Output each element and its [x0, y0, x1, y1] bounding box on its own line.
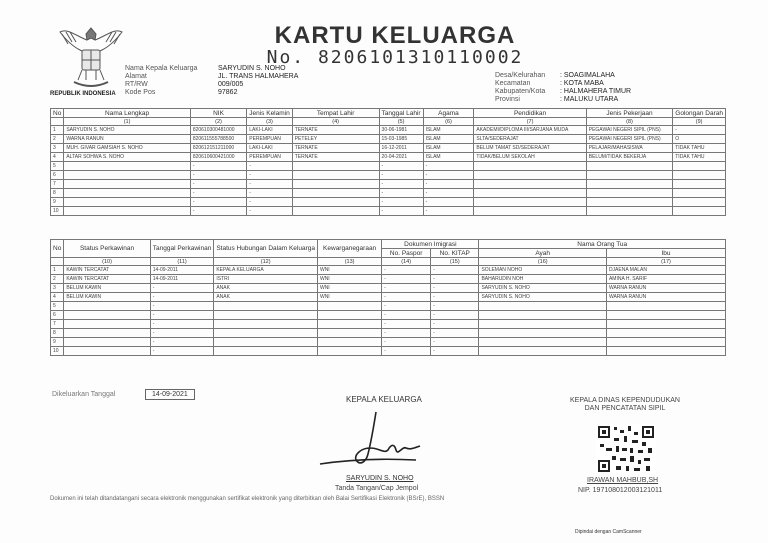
status-cell: - — [150, 329, 214, 338]
status-cell: BELUM KAWIN — [64, 293, 150, 302]
status-cell: WNI — [317, 266, 381, 275]
members-header-cell: Pendidikan — [474, 109, 586, 118]
member-cell: PEGAWAI NEGERI SIPIL (PNS) — [586, 126, 673, 135]
member-cell: TERNATE — [292, 144, 379, 153]
status-cell: - — [382, 293, 431, 302]
header-no: No — [51, 240, 64, 258]
status-cell: - — [382, 284, 431, 293]
member-cell: - — [673, 126, 726, 135]
members-col-number: (4) — [292, 118, 379, 126]
member-cell — [64, 162, 191, 171]
member-cell: PEGAWAI NEGERI SIPIL (PNS) — [586, 135, 673, 144]
member-cell: - — [247, 162, 292, 171]
header-status-perkawinan: Status Perkawinan — [64, 240, 150, 258]
member-cell: LAKI-LAKI — [247, 144, 292, 153]
status-col-number: (12) — [214, 258, 318, 266]
members-header-cell: Golongan Darah — [673, 109, 726, 118]
member-cell: TIDAK TAHU — [673, 153, 726, 162]
member-cell: - — [379, 171, 423, 180]
status-cell — [479, 311, 606, 320]
table-row — [51, 189, 726, 198]
member-cell: - — [379, 207, 423, 216]
member-cell: - — [190, 207, 246, 216]
members-header-cell: Tanggal Lahir — [379, 109, 423, 118]
status-col-number: (13) — [317, 258, 381, 266]
status-cell — [479, 320, 606, 329]
member-cell — [64, 207, 191, 216]
status-cell — [64, 320, 150, 329]
member-cell: LAKI-LAKI — [247, 126, 292, 135]
status-cell — [317, 347, 381, 356]
table-row — [51, 338, 726, 347]
table-row — [51, 293, 726, 302]
value-provinsi: : MALUKU UTARA — [560, 96, 619, 103]
members-header-cell: Tempat Lahir — [292, 109, 379, 118]
status-cell: 1 — [51, 266, 64, 275]
member-cell: 4 — [51, 153, 64, 162]
status-cell — [317, 320, 381, 329]
member-cell: MUH. GIVAR GAMSIAH S. NOHO — [64, 144, 191, 153]
header-status-hubungan: Status Hubungan Dalam Keluarga — [214, 240, 318, 258]
status-col-number: (14) — [382, 258, 431, 266]
member-cell: BELUM/TIDAK BEKERJA — [586, 153, 673, 162]
member-cell — [586, 189, 673, 198]
member-cell — [586, 162, 673, 171]
members-table-header — [51, 109, 726, 118]
status-cell: - — [382, 266, 431, 275]
status-cell — [214, 347, 318, 356]
status-cell: 10 — [51, 347, 64, 356]
status-cell: ANAK — [214, 293, 318, 302]
issued-date-label: Dikeluarkan Tanggal — [52, 391, 116, 398]
member-cell: 3 — [51, 144, 64, 153]
status-cell — [606, 329, 725, 338]
member-cell: - — [190, 189, 246, 198]
member-cell: PELAJAR/MAHASISWA — [586, 144, 673, 153]
status-cell — [606, 347, 725, 356]
status-col-number: (11) — [150, 258, 214, 266]
status-cell: - — [431, 275, 479, 284]
label-kepala-keluarga: Nama Kepala Keluarga — [125, 65, 198, 72]
header-nama-orang-tua: Nama Orang Tua — [479, 240, 726, 249]
member-cell: ISLAM — [423, 153, 474, 162]
member-cell: TERNATE — [292, 153, 379, 162]
member-cell: ISLAM — [423, 135, 474, 144]
value-rt-rw: 009/005 — [218, 81, 244, 88]
status-cell — [64, 329, 150, 338]
kepala-keluarga-name: SARYUDIN S. NOHO — [346, 475, 414, 482]
status-cell: AMINA H. SARIF — [606, 275, 725, 284]
members-header-cell: Jenis Pekerjaan — [586, 109, 673, 118]
status-cell: - — [431, 284, 479, 293]
member-cell: ISLAM — [423, 126, 474, 135]
status-cell: - — [431, 338, 479, 347]
members-table — [50, 108, 726, 216]
header-no-paspor: No. Paspor — [382, 249, 431, 258]
member-cell: BELUM TAMAT SD/SEDERAJAT — [474, 144, 586, 153]
label-rt-rw: RT/RW — [125, 81, 148, 88]
status-cell: - — [431, 329, 479, 338]
members-header-cell: NIK — [190, 109, 246, 118]
member-cell — [673, 198, 726, 207]
status-cell — [479, 302, 606, 311]
member-cell: 5 — [51, 162, 64, 171]
garuda-emblem-icon — [56, 20, 126, 98]
status-cell: 4 — [51, 293, 64, 302]
status-cell: WNI — [317, 275, 381, 284]
members-col-number: (6) — [423, 118, 474, 126]
status-cell: - — [382, 329, 431, 338]
member-cell: - — [190, 171, 246, 180]
dinas-official-nip: NIP. 197108012003121011 — [578, 487, 663, 494]
member-cell: - — [247, 198, 292, 207]
value-kabupaten: : HALMAHERA TIMUR — [560, 88, 632, 95]
status-cell — [64, 347, 150, 356]
status-cell — [606, 302, 725, 311]
member-cell: - — [190, 162, 246, 171]
members-col-number: (8) — [586, 118, 673, 126]
member-cell — [673, 171, 726, 180]
status-cell: - — [382, 320, 431, 329]
status-cell — [214, 338, 318, 347]
status-cell: 9 — [51, 338, 64, 347]
value-kecamatan: : KOTA MABA — [560, 80, 604, 87]
member-cell: WARNA RANUN — [64, 135, 191, 144]
status-cell — [214, 302, 318, 311]
member-cell: 820610300481000 — [190, 126, 246, 135]
status-cell: - — [382, 311, 431, 320]
dinas-official-name: IRAWAN MAHBUB,SH — [587, 477, 659, 484]
status-cell: - — [150, 320, 214, 329]
table-row — [51, 162, 726, 171]
member-cell — [586, 207, 673, 216]
status-cell: 14-09-2011 — [150, 266, 214, 275]
member-cell — [64, 180, 191, 189]
status-cell: DJAENA MALAN — [606, 266, 725, 275]
header-ibu: Ibu — [606, 249, 725, 258]
member-cell — [586, 198, 673, 207]
status-cell — [606, 311, 725, 320]
member-cell — [292, 189, 379, 198]
members-header-cell: Nama Lengkap — [64, 109, 191, 118]
status-cell: - — [431, 302, 479, 311]
member-cell — [673, 180, 726, 189]
status-cell: SOLEMAN NOHO — [479, 266, 606, 275]
members-col-number: (7) — [474, 118, 586, 126]
table-row — [51, 135, 726, 144]
status-col-number — [51, 258, 64, 266]
header-values — [218, 65, 298, 97]
status-col-number: (15) — [431, 258, 479, 266]
table-row — [51, 144, 726, 153]
status-cell — [64, 338, 150, 347]
status-cell — [606, 338, 725, 347]
status-cell — [479, 338, 606, 347]
region-values — [560, 72, 631, 104]
member-cell: 1 — [51, 126, 64, 135]
label-alamat: Alamat — [125, 73, 147, 80]
member-cell — [474, 189, 586, 198]
status-col-number: (16) — [479, 258, 606, 266]
member-cell: 7 — [51, 180, 64, 189]
member-cell: - — [247, 189, 292, 198]
members-header-cell: Jenis Kelamin — [247, 109, 292, 118]
member-cell — [64, 171, 191, 180]
member-cell: - — [190, 180, 246, 189]
status-cell: - — [382, 275, 431, 284]
members-table-col-numbers — [51, 118, 726, 126]
status-cell: 8 — [51, 329, 64, 338]
table-row — [51, 266, 726, 275]
status-cell — [64, 302, 150, 311]
member-cell: - — [379, 162, 423, 171]
table-row — [51, 153, 726, 162]
member-cell — [474, 171, 586, 180]
members-header-cell: Agama — [423, 109, 474, 118]
member-cell: 820612151211000 — [190, 144, 246, 153]
status-col-number: (10) — [64, 258, 150, 266]
member-cell — [292, 162, 379, 171]
member-cell: TIDAK TAHU — [673, 144, 726, 153]
status-cell: 2 — [51, 275, 64, 284]
member-cell: - — [423, 180, 474, 189]
status-cell — [317, 311, 381, 320]
members-header-cell: No — [51, 109, 64, 118]
member-cell — [586, 180, 673, 189]
status-cell — [64, 311, 150, 320]
header-dokumen-imigrasi: Dokumen Imigrasi — [382, 240, 479, 249]
member-cell: 820611555788500 — [190, 135, 246, 144]
table-row — [51, 180, 726, 189]
member-cell: - — [379, 180, 423, 189]
member-cell: TIDAK/BELUM SEKOLAH — [474, 153, 586, 162]
status-cell: SARYUDIN S. NOHO — [479, 293, 606, 302]
member-cell: - — [423, 207, 474, 216]
label-desa: Desa/Kelurahan — [495, 72, 546, 79]
status-cell: 14-09-2011 — [150, 275, 214, 284]
member-cell — [673, 207, 726, 216]
emblem-caption: REPUBLIK INDONESIA — [50, 91, 116, 97]
member-cell: - — [423, 162, 474, 171]
issued-date-value: 14-09-2021 — [145, 389, 195, 400]
status-cell: - — [431, 311, 479, 320]
status-cell: 3 — [51, 284, 64, 293]
member-cell: SLTA/SEDERAJAT — [474, 135, 586, 144]
status-cell: WARNA RANUN — [606, 284, 725, 293]
status-cell: - — [150, 284, 214, 293]
member-cell: 20-04-2021 — [379, 153, 423, 162]
member-cell — [292, 207, 379, 216]
member-cell: - — [379, 189, 423, 198]
member-cell: ISLAM — [423, 144, 474, 153]
member-cell: 16-12-2011 — [379, 144, 423, 153]
status-cell: - — [431, 347, 479, 356]
member-cell: AKADEMI/DIPLOMA III/SARJANA MUDA — [474, 126, 586, 135]
status-table-header — [51, 240, 726, 249]
status-cell — [317, 302, 381, 311]
header-ayah: Ayah — [479, 249, 606, 258]
member-cell: 6 — [51, 171, 64, 180]
member-cell: 9 — [51, 198, 64, 207]
member-cell: O — [673, 135, 726, 144]
member-cell — [673, 189, 726, 198]
header-no-kitap: No. KITAP — [431, 249, 479, 258]
member-cell: TERNATE — [292, 126, 379, 135]
table-row — [51, 311, 726, 320]
members-col-number: (2) — [190, 118, 246, 126]
status-cell — [606, 320, 725, 329]
member-cell: 30-06-1981 — [379, 126, 423, 135]
status-cell — [317, 329, 381, 338]
status-cell — [214, 320, 318, 329]
table-row — [51, 347, 726, 356]
member-cell — [586, 171, 673, 180]
signature-caption: Tanda Tangan/Cap Jempol — [335, 485, 419, 492]
status-cell: WARNA RANUN — [606, 293, 725, 302]
header-tanggal-perkawinan: Tanggal Perkawinan — [150, 240, 214, 258]
status-cell: - — [150, 311, 214, 320]
member-cell: - — [190, 198, 246, 207]
status-cell: - — [150, 302, 214, 311]
status-cell — [214, 311, 318, 320]
document-number: No. 8206101310110002 — [266, 47, 524, 68]
status-cell: SARYUDIN S. NOHO — [479, 284, 606, 293]
value-kode-pos: 97862 — [218, 89, 238, 96]
table-row — [51, 284, 726, 293]
status-cell: - — [150, 338, 214, 347]
table-row — [51, 302, 726, 311]
label-provinsi: Provinsi — [495, 96, 520, 103]
member-cell: - — [247, 180, 292, 189]
members-col-number: (3) — [247, 118, 292, 126]
header-kewarganegaraan: Kewarganegaraan — [317, 240, 381, 258]
member-cell: - — [379, 198, 423, 207]
status-cell: 5 — [51, 302, 64, 311]
status-cell: - — [382, 338, 431, 347]
value-desa: : SOAGIMALAHA — [560, 72, 615, 79]
member-cell — [474, 180, 586, 189]
kepala-keluarga-title: KEPALA KELUARGA — [346, 395, 422, 404]
table-row — [51, 198, 726, 207]
signature-icon — [316, 410, 426, 472]
status-table-body — [51, 266, 726, 356]
member-cell: PEREMPUAN — [247, 153, 292, 162]
member-cell — [64, 198, 191, 207]
status-table — [50, 239, 726, 356]
status-cell: ANAK — [214, 284, 318, 293]
members-col-number: (9) — [673, 118, 726, 126]
status-cell: - — [431, 320, 479, 329]
member-cell — [64, 189, 191, 198]
member-cell: 820610600421000 — [190, 153, 246, 162]
table-row — [51, 171, 726, 180]
status-cell: - — [382, 347, 431, 356]
status-cell — [317, 338, 381, 347]
member-cell: - — [247, 171, 292, 180]
member-cell: 10 — [51, 207, 64, 216]
member-cell: PEREMPUAN — [247, 135, 292, 144]
member-cell: - — [423, 171, 474, 180]
member-cell — [292, 180, 379, 189]
status-cell: WNI — [317, 293, 381, 302]
electronic-signature-disclaimer: Dokumen ini telah ditandatangani secara elektronik menggunakan sertifikat elektronik yang diterbitkan oleh Balai Sertifikasi Elektronik (BSrE), BSSN — [50, 496, 445, 502]
member-cell — [292, 198, 379, 207]
table-row — [51, 329, 726, 338]
document-title: KARTU KELUARGA — [274, 22, 516, 49]
status-cell: BELUM KAWIN — [64, 284, 150, 293]
status-cell: - — [382, 302, 431, 311]
member-cell: - — [423, 189, 474, 198]
status-cell: - — [431, 293, 479, 302]
members-col-number — [51, 118, 64, 126]
member-cell: PETELEY — [292, 135, 379, 144]
status-cell: KEPALA KELUARGA — [214, 266, 318, 275]
header-labels — [125, 65, 197, 97]
member-cell — [474, 207, 586, 216]
member-cell: 8 — [51, 189, 64, 198]
status-cell: 7 — [51, 320, 64, 329]
label-kode-pos: Kode Pos — [125, 89, 156, 96]
status-cell: ISTRI — [214, 275, 318, 284]
status-cell: KAWIN TERCATAT — [64, 275, 150, 284]
member-cell: - — [247, 207, 292, 216]
status-cell: - — [431, 266, 479, 275]
region-labels — [495, 72, 545, 104]
members-col-number: (1) — [64, 118, 191, 126]
dinas-title-line-2: DAN PENCATATAN SIPIL — [584, 405, 666, 412]
table-row — [51, 320, 726, 329]
member-cell: SARYUDIN S. NOHO — [64, 126, 191, 135]
label-kecamatan: Kecamatan — [495, 80, 531, 87]
member-cell: 2 — [51, 135, 64, 144]
member-cell: - — [423, 198, 474, 207]
table-row — [51, 207, 726, 216]
dinas-title — [555, 397, 695, 413]
member-cell: 15-03-1985 — [379, 135, 423, 144]
status-cell — [479, 329, 606, 338]
member-cell: ALTAR SOHWA S. NOHO — [64, 153, 191, 162]
status-table-col-numbers — [51, 258, 726, 266]
status-cell: - — [150, 347, 214, 356]
dinas-title-line-1: KEPALA DINAS KEPENDUDUKAN — [570, 397, 680, 404]
members-table-body — [51, 126, 726, 216]
value-alamat: JL. TRANS HALMAHERA — [218, 73, 299, 80]
members-col-number: (5) — [379, 118, 423, 126]
member-cell — [292, 171, 379, 180]
member-cell — [474, 162, 586, 171]
member-cell — [474, 198, 586, 207]
table-row — [51, 126, 726, 135]
status-cell: - — [150, 293, 214, 302]
status-cell — [479, 347, 606, 356]
scanner-watermark: Dipindai dengan CamScanner — [575, 529, 642, 535]
status-cell — [214, 329, 318, 338]
status-cell: BAHARUDIN NOH — [479, 275, 606, 284]
status-col-number: (17) — [606, 258, 725, 266]
qr-code-icon — [596, 424, 656, 474]
member-cell — [673, 162, 726, 171]
label-kabupaten: Kabupaten/Kota — [495, 88, 546, 95]
status-cell: 6 — [51, 311, 64, 320]
value-kepala-keluarga: SARYUDIN S. NOHO — [218, 65, 286, 72]
table-row — [51, 275, 726, 284]
status-cell: KAWIN TERCATAT — [64, 266, 150, 275]
status-cell: WNI — [317, 284, 381, 293]
